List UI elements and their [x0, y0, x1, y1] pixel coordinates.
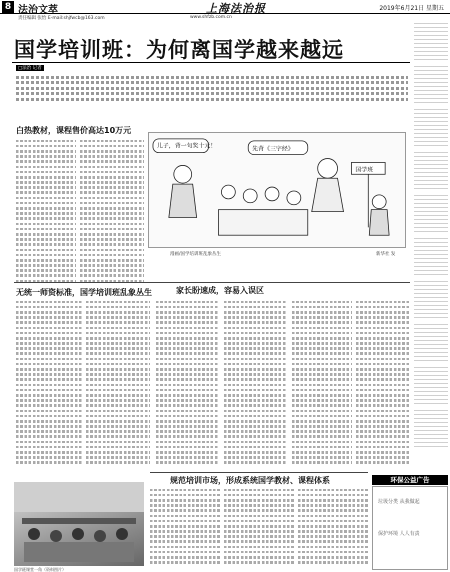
- right-sidebar-strip: [414, 20, 448, 475]
- text-column: [86, 298, 150, 466]
- ad-title: 环保公益广告: [372, 475, 448, 485]
- newspaper-logo: 上海法治报: [206, 2, 266, 15]
- editor-line: 责任编辑 张怡 E-mail:shjfwcb@163.com: [18, 16, 105, 21]
- speech-bubble-center: 先背《三字经》: [252, 146, 294, 153]
- publication-date: 2019年6月21日 星期五: [379, 5, 444, 12]
- ad-line-1: 垃圾分类 从我做起: [378, 499, 420, 505]
- subhead-1: 白热教材，课程售价高达10万元: [16, 126, 132, 135]
- text-column: [16, 298, 82, 466]
- cartoon-illustration: [148, 132, 406, 248]
- ad-line-2: 保护环境 人人有责: [378, 531, 420, 537]
- classroom-photo: [14, 482, 144, 566]
- website-url: www.shfzb.com.cn: [190, 15, 232, 20]
- headline-divider: [12, 62, 410, 63]
- article-lead: [16, 73, 408, 117]
- section-divider: [150, 472, 368, 473]
- byline: □法治 记者: [18, 66, 42, 71]
- text-column: [298, 486, 368, 566]
- text-column: [16, 137, 76, 287]
- text-column: [292, 298, 352, 466]
- text-column: [80, 137, 144, 287]
- speech-bubble-left: 儿子，背一句奖十元！: [156, 143, 217, 150]
- cartoon-caption: 漫画/国学培训班乱象丛生: [170, 252, 222, 257]
- page-number: 8: [2, 1, 14, 13]
- class-sign: 国学班: [355, 167, 374, 174]
- text-column: [150, 486, 220, 566]
- photo-caption: 国学班课堂一角（资料图片）: [14, 567, 66, 572]
- article-headline: 国学培训班：为何离国学越来越远: [14, 38, 344, 62]
- cartoon-credit: 新华社 发: [376, 252, 396, 257]
- masthead-bar: [0, 0, 450, 14]
- text-column: [224, 486, 294, 566]
- section-name: 法治文萃: [18, 5, 58, 16]
- subhead-3: 家长盼速成，容易入误区: [176, 286, 264, 295]
- section-divider: [14, 282, 410, 283]
- subhead-4: 规范培训市场，形成系统国学教材、课程体系: [170, 476, 330, 485]
- text-column: [156, 298, 218, 466]
- subhead-2: 无统一师资标准，国学培训班乱象丛生: [16, 288, 152, 297]
- text-column: [224, 298, 286, 466]
- text-column: [356, 298, 410, 466]
